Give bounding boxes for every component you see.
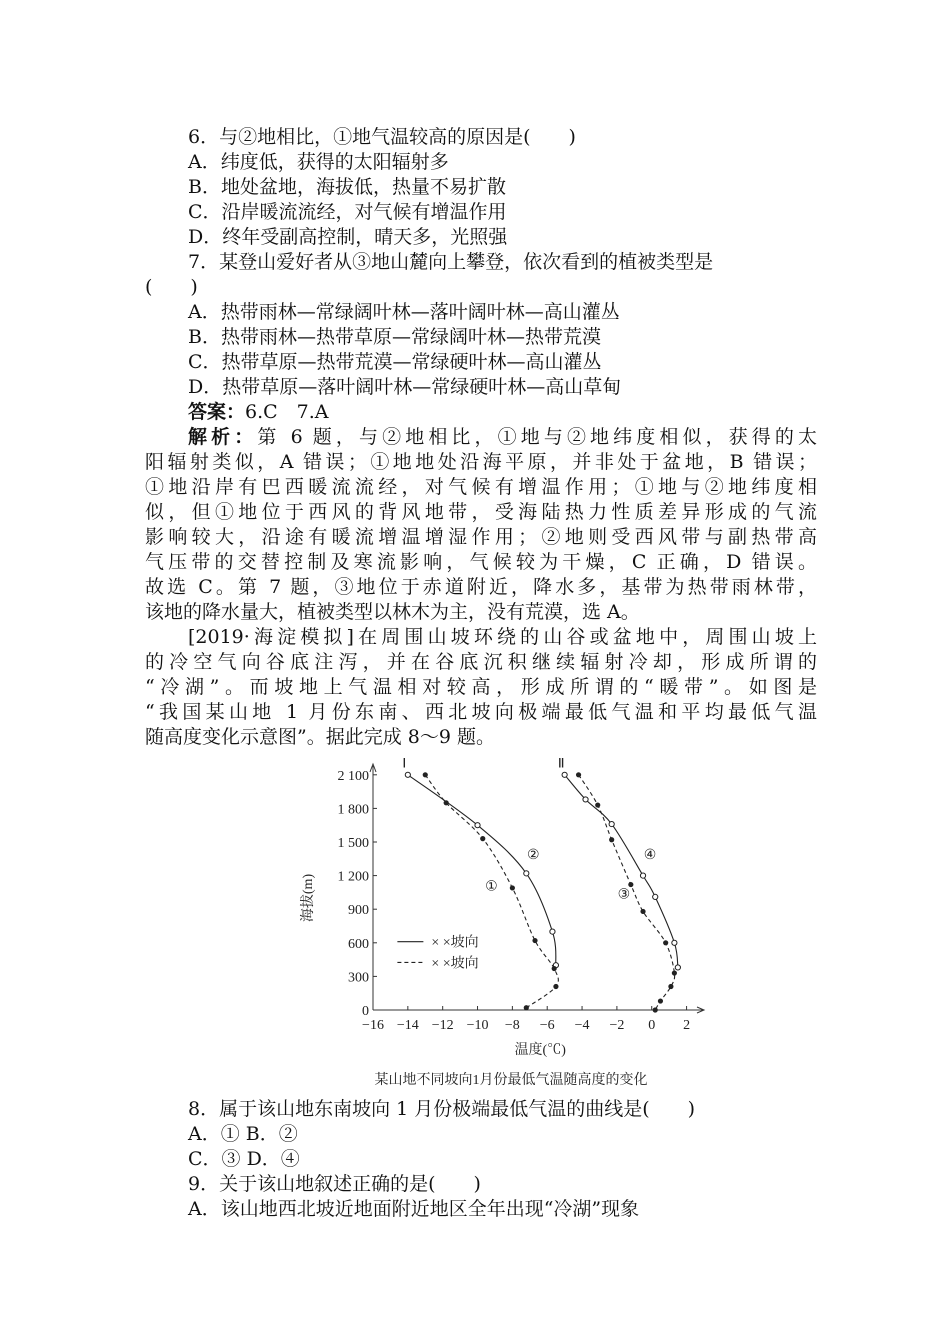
q7-option-a: A．热带雨林—常绿阔叶林—落叶阔叶林—高山灌丛 <box>188 301 620 323</box>
q7-stem-cont: ( ) <box>145 276 198 298</box>
series-label-①: ① <box>485 879 498 895</box>
q7-stem: 7．某登山爱好者从③地山麓向上攀登，依次看到的植被类型是 <box>188 251 714 273</box>
analysis-line: 阳辐射类似，A 错误；①地地处沿海平原，并非处于盆地，B 错误； <box>145 451 817 473</box>
answer-line <box>188 400 329 425</box>
passage-first-line: [2019·海淀模拟]在周围山坡环绕的山谷或盆地中，周围山坡上 <box>188 626 817 648</box>
y-tick-label: 2 100 <box>337 768 369 784</box>
q6-option-b: B．地处盆地，海拔低，热量不易扩散 <box>188 176 506 198</box>
data-point <box>562 772 567 777</box>
data-point <box>553 984 558 989</box>
x-tick-label: 0 <box>648 1018 656 1033</box>
series-line-② <box>408 775 556 965</box>
q8-options-ab: A．① B．② <box>188 1123 298 1145</box>
analysis-line: 影响较大，沿途有暖流增温增湿作用；②地则受西风带与副热带高 <box>145 526 817 548</box>
x-tick-label: −4 <box>574 1018 590 1033</box>
data-point <box>658 998 663 1003</box>
analysis-last-line: 该地的降水量大，植被类型以林木为主，没有荒漠，选 A。 <box>145 601 640 623</box>
data-point <box>609 837 614 842</box>
x-tick-label: −6 <box>539 1018 555 1033</box>
x-tick-label: −10 <box>466 1018 489 1033</box>
y-tick-label: 900 <box>348 903 369 919</box>
x-axis-title: 温度(℃) <box>514 1043 566 1058</box>
data-point <box>552 966 557 971</box>
passage-line: “冷湖”。而坡地上气温相对较高，形成所谓的“暖带”。如图是 <box>145 676 817 698</box>
x-tick-label: −14 <box>396 1018 419 1033</box>
y-tick-label: 1 500 <box>337 836 369 851</box>
data-point <box>663 940 668 945</box>
analysis-line: 似，但①地位于西风的背风地带，受海陆热力性质差异形成的气流 <box>145 501 817 523</box>
answer-value: 6.C 7.A <box>245 401 329 423</box>
series-label-④: ④ <box>643 848 657 864</box>
data-point <box>405 772 410 777</box>
analysis-text: 第 6 题，与②地相比，①地与②地纬度相似，获得的太 <box>257 426 817 448</box>
data-point <box>444 800 449 805</box>
passage-last-line: 随高度变化示意图”。据此完成 8～9 题。 <box>145 726 495 748</box>
q6-option-a: A．纬度低，获得的太阳辐射多 <box>188 151 449 173</box>
analysis-line: ①地沿岸有巴西暖流流经，对气候有增温作用；①地与②地纬度相 <box>145 476 817 498</box>
q6-stem: 6．与②地相比，①地气温较高的原因是( ) <box>188 126 576 148</box>
data-point <box>532 938 537 943</box>
x-tick-label: −12 <box>431 1018 454 1033</box>
data-point <box>583 797 588 802</box>
series-label-②: ② <box>526 848 540 864</box>
x-tick-label: 2 <box>683 1018 691 1033</box>
data-point <box>640 909 645 914</box>
data-point <box>595 802 600 807</box>
x-tick-label: −16 <box>362 1018 384 1033</box>
y-tick-label: 300 <box>348 970 369 986</box>
data-point <box>524 1005 529 1010</box>
data-point <box>524 871 529 876</box>
analysis-line: 气压带的交替控制及寒流影响，气候较为干燥，C 正确，D 错误。 <box>145 551 817 573</box>
data-point <box>640 873 645 878</box>
q9-option-a: A．该山地西北坡近地面附近地区全年出现“冷湖”现象 <box>188 1198 640 1220</box>
data-point <box>576 772 581 777</box>
q7-option-c: C．热带草原—热带荒漠—常绿硬叶林—高山灌丛 <box>188 351 602 373</box>
q6-option-c: C．沿岸暖流流经，对气候有增温作用 <box>188 201 507 223</box>
x-tick-label: −8 <box>504 1018 520 1033</box>
y-tick-label: 1 200 <box>337 869 369 885</box>
legend-solid-label: × ×坡向 <box>431 935 479 951</box>
analysis-label: 解析： <box>188 426 258 448</box>
q9-stem: 9．关于该山地叙述正确的是( ) <box>188 1173 481 1195</box>
analysis-first-line <box>188 425 817 450</box>
data-point <box>550 929 555 934</box>
y-axis-title: 海拔(m) <box>301 873 316 923</box>
y-tick-label: 600 <box>348 936 369 952</box>
q7-option-b: B．热带雨林—热带草原—常绿阔叶林—热带荒漠 <box>188 326 601 348</box>
series-line-④ <box>565 775 678 968</box>
y-tick-label: 0 <box>362 1004 369 1019</box>
figure-caption: 某山地不同坡向1月份最低气温随高度的变化 <box>374 1073 648 1088</box>
data-point <box>609 821 614 826</box>
data-point <box>672 940 677 945</box>
data-point <box>675 965 680 970</box>
data-point <box>653 1007 658 1012</box>
data-point <box>628 882 633 887</box>
series-label-③: ③ <box>617 887 631 903</box>
passage-line: 的冷空气向谷底注泻，并在谷底沉积继续辐射冷却，形成所谓的 <box>145 651 817 673</box>
data-point <box>653 894 658 899</box>
q8-stem: 8．属于该山地东南坡向 1 月份极端最低气温的曲线是( ) <box>188 1098 696 1120</box>
y-tick-label: 1 800 <box>337 802 369 818</box>
answer-label: 答案： <box>188 401 246 423</box>
group-label: Ⅱ <box>557 758 565 772</box>
x-tick-label: −2 <box>609 1018 625 1033</box>
temperature-altitude-chart <box>296 758 726 1093</box>
group-label: Ⅰ <box>402 758 407 772</box>
passage-line: “我国某山地 1 月份东南、西北坡向极端最低气温和平均最低气温 <box>145 701 817 723</box>
temperature-altitude-figure <box>296 758 726 1093</box>
legend-dashed-label: × ×坡向 <box>431 956 479 972</box>
data-point <box>475 823 480 828</box>
data-point <box>510 885 515 890</box>
analysis-line: 故选 C。第 7 题，③地位于赤道附近，降水多，基带为热带雨林带， <box>145 576 817 598</box>
q8-options-cd: C．③ D．④ <box>188 1148 300 1170</box>
data-point <box>480 836 485 841</box>
data-point <box>423 772 428 777</box>
data-point <box>672 970 677 975</box>
q6-option-d: D．终年受副高控制，晴天多，光照强 <box>188 226 508 248</box>
data-point <box>668 984 673 989</box>
q7-option-d: D．热带草原—落叶阔叶林—常绿硬叶林—高山草甸 <box>188 376 622 398</box>
